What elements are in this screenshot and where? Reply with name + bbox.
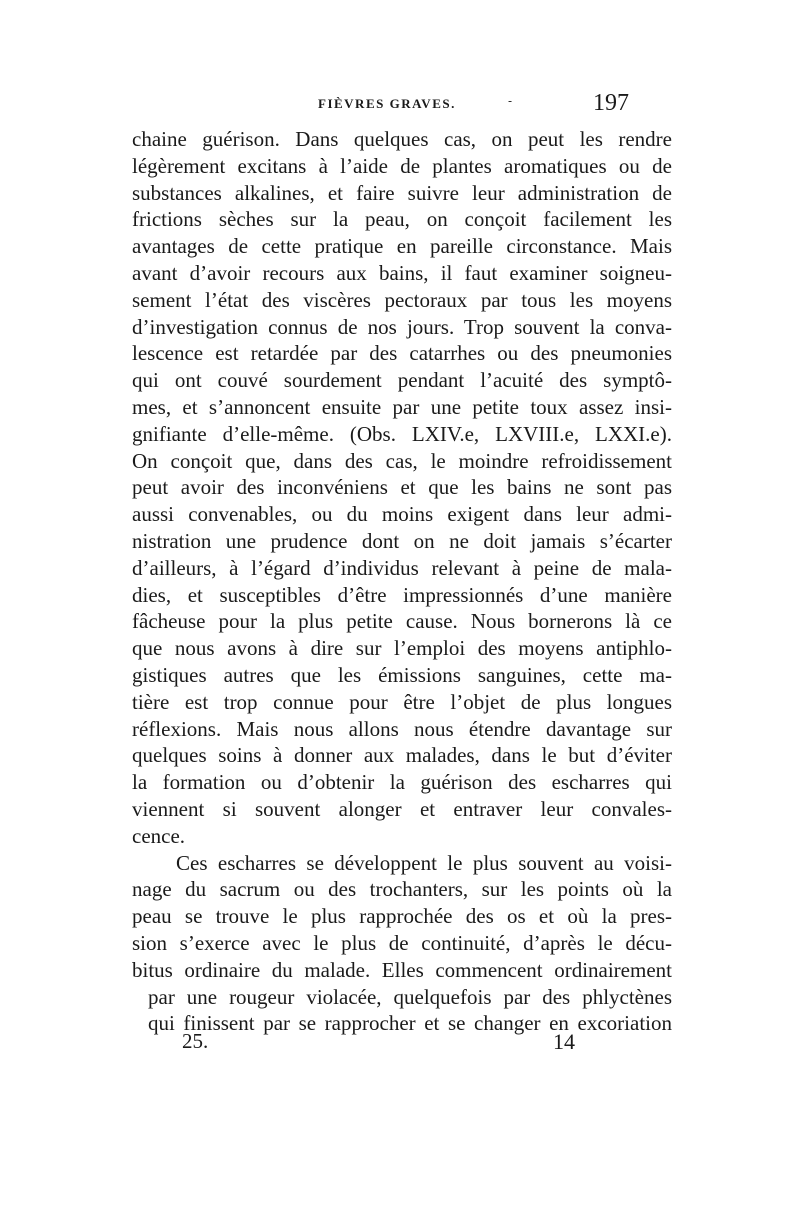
text-line: qui finissent par se rapprocher et se changer en excoriation — [148, 1011, 672, 1036]
text-line: qui ont couvé sourdement pendant l’acuité des symptô- — [132, 368, 672, 393]
text-line: substances alkalines, et faire suivre leur administration de — [132, 180, 672, 205]
page-footer — [0, 1027, 800, 1057]
text-line: peut avoir des inconvéniens et que les bains ne sont pas — [132, 475, 672, 500]
text-line: gnifiante d’elle-même. (Obs. LXIV.e, LXVIII.e, LXXI.e). — [132, 421, 672, 446]
page-number: 197 — [593, 90, 629, 116]
text-line: dies, et susceptibles d’être impressionnés d’une manière — [132, 582, 672, 607]
header-mark: - — [508, 94, 513, 108]
text-line: sion s’exerce avec le plus de continuité, d’après le décu- — [132, 930, 672, 955]
text-line: fâcheuse pour la plus petite cause. Nous bornerons là ce — [132, 609, 672, 634]
text-line: mes, et s’annoncent ensuite par une petite toux assez insi- — [132, 394, 672, 419]
text-line: tière est trop connue pour être l’objet de plus longues — [132, 689, 672, 714]
text-line: d’ailleurs, à l’égard d’individus relevant à peine de mala- — [132, 555, 672, 580]
text-line: nage du sacrum ou des trochanters, sur les points où la — [132, 877, 672, 902]
text-line: bitus ordinaire du malade. Elles commencent ordinairement — [132, 957, 672, 982]
text-line: gistiques autres que les émissions sanguines, cette ma- — [132, 662, 672, 687]
text-line: nistration une prudence dont on ne doit jamais s’écarter — [132, 528, 672, 553]
running-title: FIÈVRES GRAVES. — [318, 96, 456, 111]
text-line: lescence est retardée par des catarrhes ou des pneumonies — [132, 341, 672, 366]
text-line: réflexions. Mais nous allons nous étendre davantage sur — [132, 716, 672, 741]
text-line: sement l’état des viscères pectoraux par tous les moyens — [132, 287, 672, 312]
body-text — [132, 126, 672, 1037]
text-line: quelques soins à donner aux malades, dans le but d’éviter — [132, 743, 672, 768]
text-line: peau se trouve le plus rapprochée des os et où la pres- — [132, 904, 672, 929]
text-line: d’investigation connus de nos jours. Trop souvent la conva- — [132, 314, 672, 339]
text-line: viennent si souvent alonger et entraver leur convales- — [132, 796, 672, 821]
text-line: la formation ou d’obtenir la guérison des escharres qui — [132, 770, 672, 795]
signature-mark: 25. — [182, 1029, 209, 1053]
text-line: aussi convenables, ou du moins exigent dans leur admi- — [132, 502, 672, 527]
text-line: avantages de cette pratique en pareille circonstance. Mais — [132, 234, 672, 259]
text-line: frictions sèches sur la peau, on conçoit facilement les — [132, 207, 672, 232]
text-line: chaine guérison. Dans quelques cas, on peut les rendre — [132, 127, 672, 151]
text-line: que nous avons à dire sur l’emploi des moyens antiphlo- — [132, 636, 672, 661]
text-line: avant d’avoir recours aux bains, il faut examiner soigneu- — [132, 260, 672, 285]
running-header — [0, 92, 800, 122]
paragraph-start-line: Ces escharres se développent le plus souvent au voisi- — [176, 850, 672, 875]
gathering-mark: 14 — [553, 1029, 575, 1054]
text-line: légèrement excitans à l’aide de plantes aromatiques ou de — [132, 153, 672, 178]
paragraph-end-line: cence. — [132, 823, 186, 848]
text-line: On conçoit que, dans des cas, le moindre refroidissement — [132, 448, 672, 473]
text-line: par une rougeur violacée, quelquefois par des phlyctènes — [148, 984, 672, 1009]
